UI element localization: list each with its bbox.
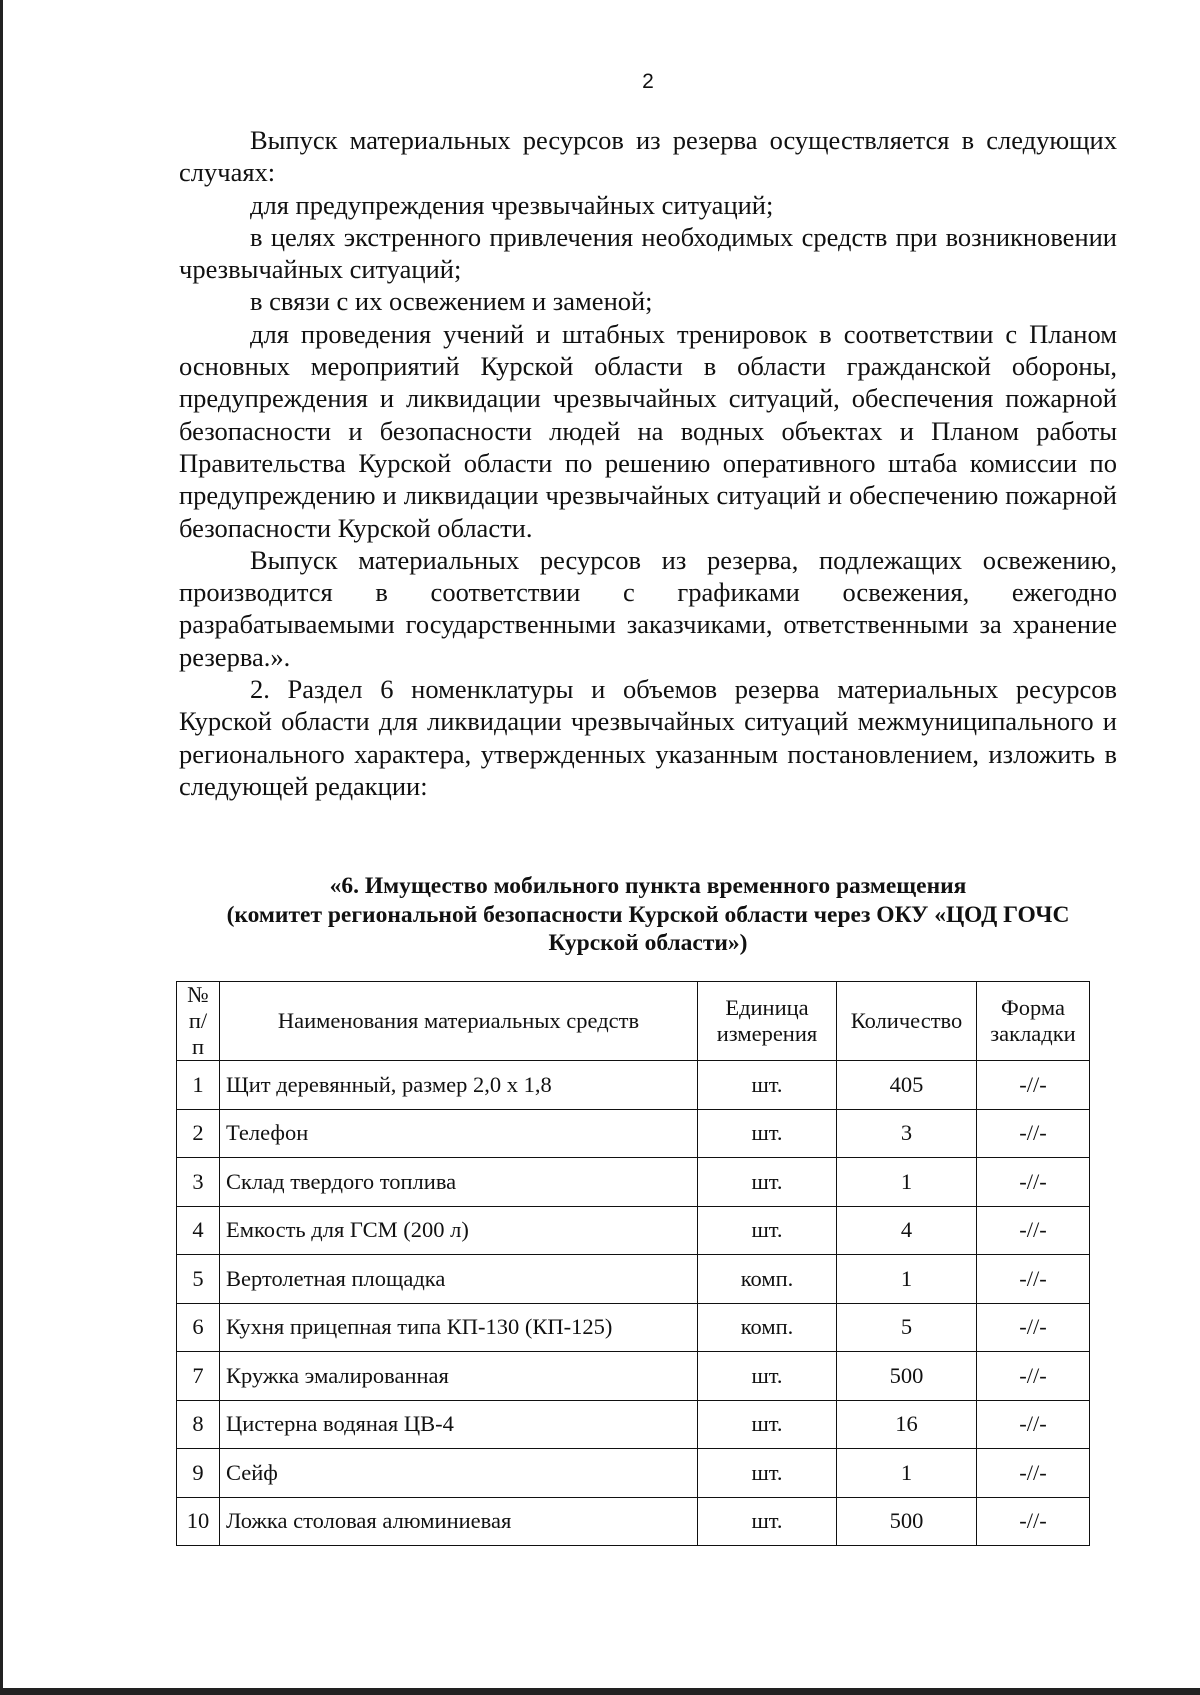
cell-unit: шт. [698, 1449, 837, 1498]
cell-name: Кружка эмалированная [220, 1352, 698, 1401]
table-title-line-1: «6. Имущество мобильного пункта временного размещения [329, 873, 967, 899]
scan-edge-bottom [0, 1688, 1200, 1695]
cell-quantity: 1 [837, 1255, 977, 1304]
cell-form: -//- [977, 1497, 1090, 1546]
cell-form: -//- [977, 1303, 1090, 1352]
paragraph: для проведения учений и штабных тренировок в соответствии с Планом основных мероприятий Курской области в области гражданской обороны, предупреждения и ликвидации чрезвычайных ситуаций, обеспечения пожарной безопасности и безопасности людей на водных объектах и Планом работы Правительства Курской области по решению оперативного штаба комиссии по предупреждению и ликвидации чрезвычайных ситуаций и обеспечению пожарной безопасности Курской области. [179, 318, 1117, 543]
table-row [177, 1303, 1090, 1352]
header-number-line-1: № [187, 982, 209, 1007]
cell-form: -//- [977, 1400, 1090, 1449]
document-body [179, 124, 1117, 802]
header-form [977, 982, 1090, 1061]
table-header-row [177, 982, 1090, 1061]
cell-quantity: 16 [837, 1400, 977, 1449]
paragraph: 2. Раздел 6 номенклатуры и объемов резерва материальных ресурсов Курской области для ликвидации чрезвычайных ситуаций межмуниципального и регионального характера, утвержденных указанным постановлением, изложить в следующей редакции: [179, 674, 1117, 801]
paragraph: Выпуск материальных ресурсов из резерва, подлежащих освежению, производится в соответствии с графиками освежения, ежегодно разрабатываемыми государственными заказчиками, ответственными за хранение резерва.». [179, 544, 1117, 672]
table-row [177, 1109, 1090, 1158]
table-title [179, 872, 1117, 958]
scan-edge-left [0, 0, 3, 1695]
cell-number: 10 [177, 1497, 220, 1546]
cell-number: 9 [177, 1449, 220, 1498]
cell-unit: шт. [698, 1158, 837, 1207]
table-row [177, 1158, 1090, 1207]
paragraph: в связи с их освежением и заменой; [250, 286, 653, 317]
cell-form: -//- [977, 1206, 1090, 1255]
cell-form: -//- [977, 1255, 1090, 1304]
cell-number: 5 [177, 1255, 220, 1304]
cell-unit: комп. [698, 1303, 837, 1352]
header-form-line-2: закладки [990, 1021, 1076, 1046]
cell-quantity: 4 [837, 1206, 977, 1255]
cell-number: 4 [177, 1206, 220, 1255]
cell-number: 6 [177, 1303, 220, 1352]
header-unit [698, 982, 837, 1061]
cell-unit: шт. [698, 1352, 837, 1401]
cell-name: Склад твердого топлива [220, 1158, 698, 1207]
cell-form: -//- [977, 1061, 1090, 1110]
cell-form: -//- [977, 1449, 1090, 1498]
paragraph: в целях экстренного привлечения необходимых средств при возникновении чрезвычайных ситуаций; [179, 221, 1117, 285]
cell-number: 2 [177, 1109, 220, 1158]
header-number-line-2: п/п [188, 1008, 208, 1059]
cell-unit: шт. [698, 1400, 837, 1449]
cell-name: Кухня прицепная типа КП-130 (КП-125) [220, 1303, 698, 1352]
header-unit-line-1: Единица [725, 995, 809, 1020]
cell-number: 7 [177, 1352, 220, 1401]
header-quantity: Количество [837, 982, 977, 1061]
cell-name: Ложка столовая алюминиевая [220, 1497, 698, 1546]
cell-name: Вертолетная площадка [220, 1255, 698, 1304]
cell-name: Телефон [220, 1109, 698, 1158]
cell-form: -//- [977, 1352, 1090, 1401]
table-body [177, 1061, 1090, 1546]
resources-table [176, 981, 1090, 1546]
cell-number: 8 [177, 1400, 220, 1449]
cell-unit: шт. [698, 1109, 837, 1158]
cell-name: Сейф [220, 1449, 698, 1498]
cell-unit: шт. [698, 1497, 837, 1546]
cell-name: Цистерна водяная ЦВ-4 [220, 1400, 698, 1449]
header-form-line-1: Форма [1000, 995, 1065, 1020]
paragraph: для предупреждения чрезвычайных ситуаций; [250, 189, 774, 220]
cell-quantity: 1 [837, 1158, 977, 1207]
cell-name: Щит деревянный, размер 2,0 х 1,8 [220, 1061, 698, 1110]
table-row [177, 1449, 1090, 1498]
cell-form: -//- [977, 1109, 1090, 1158]
table-title-line-2: (комитет региональной безопасности Курской области через ОКУ «ЦОД ГОЧС [226, 901, 1070, 928]
table-row [177, 1255, 1090, 1304]
table-row [177, 1061, 1090, 1110]
cell-quantity: 3 [837, 1109, 977, 1158]
header-unit-line-2: измерения [716, 1021, 818, 1046]
cell-quantity: 405 [837, 1061, 977, 1110]
cell-quantity: 1 [837, 1449, 977, 1498]
cell-unit: шт. [698, 1061, 837, 1110]
cell-number: 3 [177, 1158, 220, 1207]
cell-form: -//- [977, 1158, 1090, 1207]
table-row [177, 1206, 1090, 1255]
paragraph: Выпуск материальных ресурсов из резерва осуществляется в следующих случаях: [179, 125, 1117, 188]
cell-number: 1 [177, 1061, 220, 1110]
cell-unit: комп. [698, 1255, 837, 1304]
cell-unit: шт. [698, 1206, 837, 1255]
cell-quantity: 5 [837, 1303, 977, 1352]
table-row [177, 1352, 1090, 1401]
cell-quantity: 500 [837, 1352, 977, 1401]
table-row [177, 1497, 1090, 1546]
header-name: Наименования материальных средств [220, 982, 698, 1061]
table-row [177, 1400, 1090, 1449]
cell-quantity: 500 [837, 1497, 977, 1546]
page-number: 2 [642, 70, 654, 93]
header-number [177, 982, 220, 1061]
cell-name: Емкость для ГСМ (200 л) [220, 1206, 698, 1255]
table-title-line-3: Курской области») [548, 930, 748, 956]
